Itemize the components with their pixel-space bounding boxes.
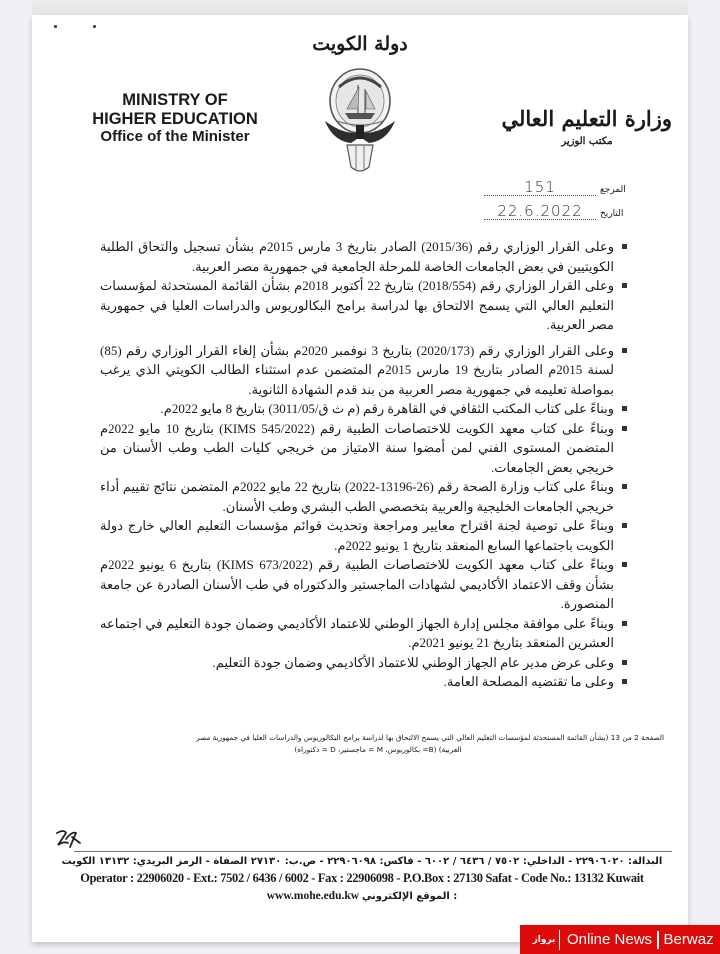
footer-divider [74,851,672,852]
reference-value: 151 [484,180,596,196]
preamble-item: وبناءً على كتاب معهد الكويت للاختصاصات الطبية رقم (KIMS 673/2022) بتاريخ 6 يونيو 2022م بشأن وقف الاعتماد الأكاديمي لشهادات الماجستير والدكتوراه في طب الأسنان الصادرة عن جامعة المنصورة. [100,555,614,614]
signature-initials-icon [54,827,84,853]
preamble-item: وبناءً على توصية لجنة اقتراح معايير ومراجعة وتحديث قوائم مؤسسات التعليم العالي خارج دولة الكويت باجتماعها السابع المنعقد بتاريخ 1 يونيو 2022م. [100,516,614,555]
bullet-icon [622,621,627,626]
watermark-badge [520,925,720,954]
contact-info-arabic: البدالة: ٢٢٩٠٦٠٢٠ - الداخلي: ٧٥٠٢ / ٦٤٣٦ / ٦٠٠٢ - فاكس: ٢٢٩٠٦٠٩٨ - ص.ب: ٢٧١٣٠ الصفاة - الرمز البريدي: ١٣١٣٢ الكويت [61,856,663,867]
preamble-item: وبناءً على كتاب المكتب الثقافي في القاهرة رقم (م ث ق/3011/05) بتاريخ 8 مايو 2022م. [100,399,614,419]
ministry-line2: HIGHER EDUCATION [92,110,258,128]
bullet-icon [622,484,627,489]
ministry-arabic-header [502,105,672,149]
preamble-item: وعلى القرار الوزاري رقم (2018/554) بتاريخ 22 أكتوبر 2018م بشأن القائمة المستحدثة لمؤسسات التعليم العالي التي يسمح الالتحاق بها لدراسة برامج البكالوريوس والدراسات العليا في جمهورية مصر العربية. [100,276,614,335]
date-label: التاريخ [600,209,624,219]
page-footnote [92,732,664,756]
bullet-icon [622,426,627,431]
reference-label: المرجع [600,185,626,195]
bullet-icon [622,679,627,684]
bullet-icon [622,348,627,353]
preamble-item: وبناءً على كتاب وزارة الصحة رقم (26-13196-2022) بتاريخ 22 مايو 2022م المتضمن نتائج تقييم أداء خريجي الجامعات الخليجية والعربية بتخصصي الطب البشري وطب الأسنان. [100,477,614,516]
preamble-item: وعلى القرار الوزاري رقم (2020/173) بتاريخ 3 نوفمبر 2020م بشأن إلغاء القرار الوزاري رقم (85) لسنة 2015م الصادر بتاريخ 19 مارس 2015م المتضمن عدم استثناء الطالب الكويتي الذي يرغب بمواصلة تعليمه في جمهورية مصر العربية من بند قدم الشهادة الثانوية. [100,341,614,400]
website-line [52,889,672,904]
ministry-arabic-name: وزارة التعليم العالي [501,106,672,131]
reference-field [484,180,626,196]
ministry-line1: MINISTRY OF [122,91,228,109]
contact-info-english: Operator : 22906020 - Ext.: 7502 / 6436 / 6002 - Fax : 22906098 - P.O.Box : 27130 Safat - Code No.: 13132 Kuwait [80,871,644,885]
website-url[interactable]: www.mohe.edu.kw [266,890,360,902]
bullet-icon [622,660,627,665]
document-page [32,15,688,942]
bullet-icon [622,244,627,249]
document-body [92,237,672,756]
preamble-item: وبناءً على كتاب معهد الكويت للاختصاصات الطبية رقم (KIMS 545/2022) بتاريخ 10 مايو 2022م المتضمن المستوى الفني لمن أمضوا سنة الامتياز من خريجي كليات الطب وطب الأسنان من خريجي بعض الجامعات. [100,419,614,478]
bullet-icon [622,562,627,567]
ministry-office: Office of the Minister [100,128,250,145]
badge-online-news: Online News [567,931,653,948]
badge-separator [657,931,659,949]
footnote-line1: الصفحة 2 من 13 (بشأن القائمة المستحدثة لمؤسسات التعليم العالي التي يسمح الالتحاق بها لدراسة برامج البكالوريوس والدراسات العليا في جمهورية مصر [196,732,664,742]
preamble-item: وعلى ما تقتضيه المصلحة العامة. [100,672,614,692]
bullet-icon [622,406,627,411]
preamble-item: وعلى عرض مدير عام الجهاز الوطني للاعتماد الأكاديمي وضمان جودة التعليم. [100,653,614,673]
viewer-top-bar [32,0,688,16]
scan-speck [93,25,96,28]
preamble-list [100,237,614,692]
bullet-icon [622,283,627,288]
state-title: دولة الكويت [312,33,408,55]
bullet-icon [622,523,627,528]
footnote-line2: العربية) (B= بكالوريوس، M = ماجستير، D = دكتوراه) [294,744,462,754]
preamble-item: وبناءً على موافقة مجلس إدارة الجهاز الوطني للاعتماد الأكاديمي وضمان جودة التعليم في اجتماعه العشرين المنعقد بتاريخ 21 يونيو 2021م. [100,614,614,653]
date-value: 22.6.2022 [484,204,596,220]
berwaz-logo-icon: برواز [531,930,560,950]
kuwait-emblem-icon [321,63,399,175]
ministry-english-header [80,91,270,145]
date-field [484,204,623,220]
badge-berwaz: Berwaz [663,931,714,948]
website-label-arabic: الموقع الإلكتروني : [361,891,458,902]
minister-office-arabic: مكتب الوزير [561,136,613,147]
preamble-item: وعلى القرار الوزاري رقم (2015/36) الصادر بتاريخ 3 مارس 2015م بشأن تسجيل والتحاق الطلبة الكويتيين في بعض الجامعات الخاصة للمرحلة الجامعية في جمهورية مصر العربية. [100,237,614,276]
scan-speck [54,25,57,28]
